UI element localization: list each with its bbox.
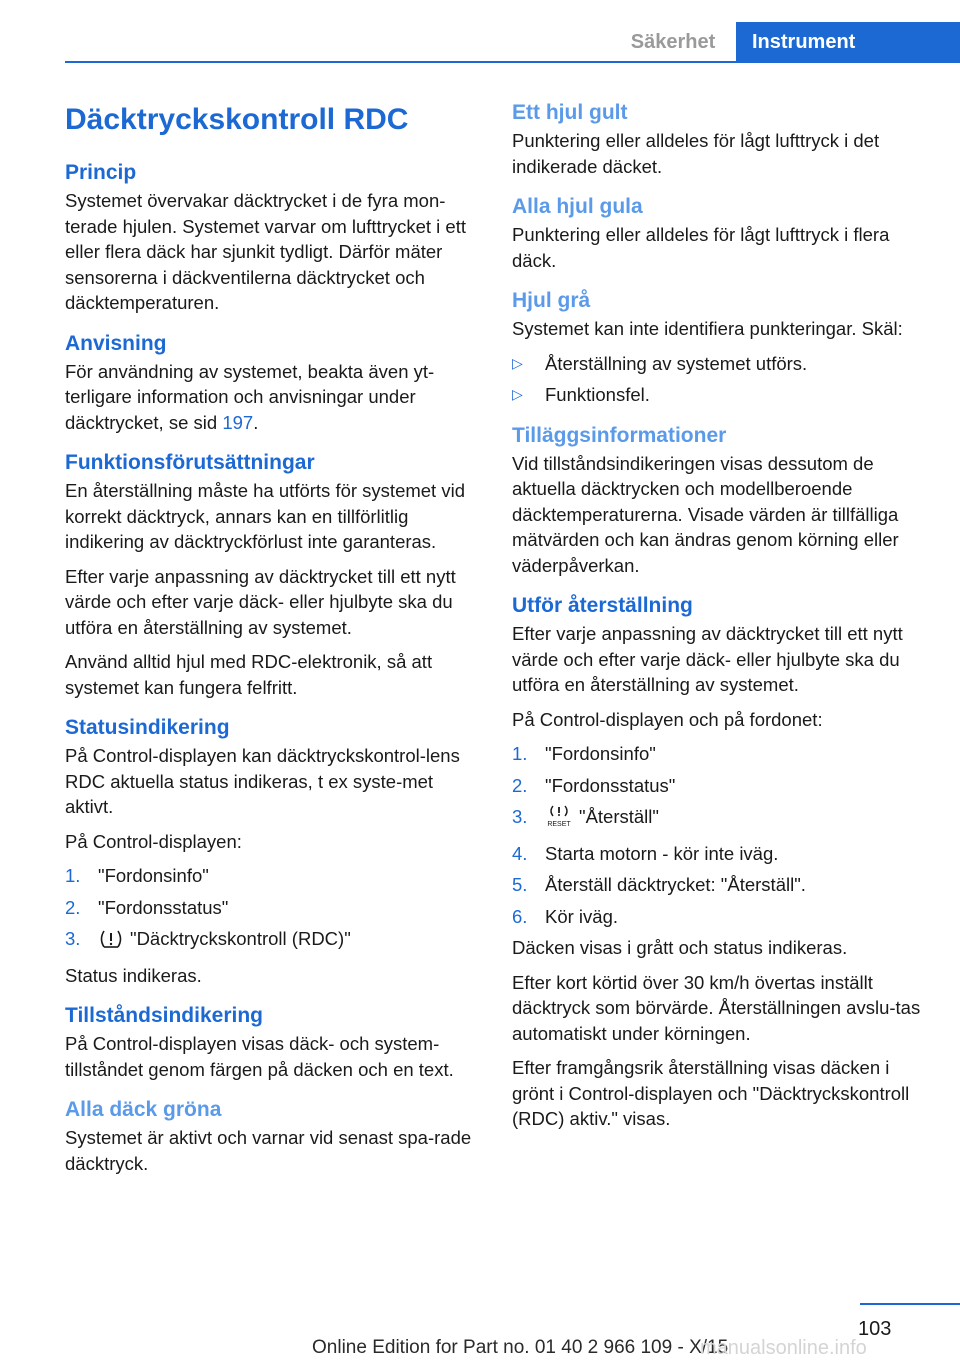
gray-reasons — [512, 351, 927, 408]
right-column — [512, 98, 927, 1145]
section-additional — [512, 421, 927, 579]
list-item — [512, 351, 927, 377]
tire-reset-icon — [545, 804, 573, 835]
text-condition: På Control-displayen visas däck- och system-tillståndet genom färgen på däcken och en text. — [65, 1033, 454, 1080]
text-requirements-3: Använd alltid hjul med RDC-elektronik, så att systemet kan fungera felfritt. — [65, 651, 433, 698]
section-principle — [65, 158, 485, 316]
section-note — [65, 329, 485, 436]
item-text: Funktionsfel. — [545, 384, 650, 405]
list-item — [512, 841, 927, 867]
list-item — [512, 741, 927, 767]
edition-line: Online Edition for Part no. 01 40 2 966 109 - X/15 — [312, 1337, 729, 1358]
text-requirements-2: Efter varje anpassning av däcktrycket till ett nytt värde och efter varje däck- eller hjulbyte ska du utföra en återställning av systemet. — [65, 565, 456, 638]
text-note — [65, 359, 485, 436]
list-item — [512, 773, 927, 799]
heading-note: Anvisning — [65, 331, 167, 355]
heading-principle: Princip — [65, 161, 137, 184]
step-number: 3. — [65, 928, 81, 949]
step-text: "Fordonsinfo" — [98, 865, 209, 886]
list-item — [512, 382, 927, 408]
page-reference-link[interactable]: 197 — [222, 411, 254, 433]
step-text: "Fordonsstatus" — [98, 896, 229, 918]
text-reset-5: Efter framgångsrik återställning visas däcken i grönt i Control-displayen och "Däcktryckskontroll (RDC) aktiv." visas. — [512, 1057, 910, 1129]
page-title: Däcktryckskontroll RDC — [65, 103, 409, 136]
bullet-triangle-icon: ▷ — [512, 354, 523, 371]
list-item — [65, 895, 485, 921]
text-requirements-1: En återställning måste ha utförts för systemet vid korrekt däcktryck, annars kan en tillförlitlig indikering av däcktryckförlust inte garanteras. — [65, 480, 465, 552]
heading-additional: Tilläggsinformationer — [512, 423, 727, 447]
watermark: manualsonline.info — [700, 1337, 867, 1359]
tire-pressure-warning-icon — [98, 928, 124, 957]
bullet-triangle-icon: ▷ — [512, 386, 523, 402]
step-text: "Återställ" — [579, 806, 659, 827]
text-status-2: På Control-displayen: — [65, 830, 242, 852]
list-item — [512, 804, 927, 835]
text-all-yellow: Punktering eller alldeles för lågt lufttryck i flera däck. — [512, 224, 890, 271]
section-one-yellow — [512, 98, 927, 179]
text-additional: Vid tillståndsindikeringen visas dessutom de aktuella däcktrycken och modellberoende däcktemperaturerna. Visade värden är tillfälliga mätvärden och kan ändras genom körning eller väderpåverkan. — [512, 452, 899, 576]
list-item — [65, 863, 485, 889]
step-number: 3. — [512, 806, 528, 827]
text-gray: Systemet kan inte identifiera punkteringar. Skäl: — [512, 318, 903, 339]
header-tab-safety: Säkerhet — [630, 30, 716, 53]
heading-gray: Hjul grå — [512, 289, 591, 312]
note-text-after: . — [253, 411, 259, 433]
header-divider — [65, 61, 960, 63]
header-tab-instrument: Instrument — [736, 22, 960, 62]
text-reset-3: Däcken visas i grått och status indikeras. — [512, 937, 848, 958]
step-number: 1. — [65, 865, 81, 886]
text-status-1: På Control-displayen kan däcktryckskontrol-lens RDC aktuella status indikeras, t ex syste-met aktivt. — [65, 745, 460, 817]
heading-status: Statusindikering — [65, 716, 230, 739]
footer-divider — [860, 1303, 960, 1305]
step-number: 5. — [512, 874, 528, 895]
page-number: 103 — [858, 1318, 892, 1340]
heading-one-yellow: Ett hjul gult — [512, 101, 628, 124]
section-condition — [65, 1001, 485, 1082]
step-text: Kör iväg. — [545, 905, 619, 927]
text-principle: Systemet övervakar däcktrycket i de fyra mon-terade hjulen. Systemet varvar om lufttrycket i ett eller flera däck har sjunkit tydligt. Därför mäter sensorerna i däckventilerna däcktrycket och däcktemperaturen. — [65, 190, 466, 313]
list-item — [65, 926, 485, 957]
heading-condition: Tillståndsindikering — [65, 1004, 263, 1027]
heading-all-yellow: Alla hjul gula — [512, 195, 643, 218]
heading-requirements: Funktionsförutsättningar — [65, 451, 315, 474]
text-reset-1: Efter varje anpassning av däcktrycket till ett nytt värde och efter varje däck- eller hjulbyte ska du utföra en återställning av systemet. — [512, 623, 903, 695]
step-text: "Däcktryckskontroll (RDC)" — [130, 928, 351, 949]
left-column — [65, 98, 485, 1189]
step-text: "Fordonsinfo" — [545, 743, 656, 764]
heading-reset: Utför återställning — [512, 594, 693, 617]
section-all-green — [65, 1095, 485, 1176]
section-all-yellow — [512, 192, 927, 273]
section-reset — [512, 591, 927, 1132]
section-requirements — [65, 448, 485, 700]
text-one-yellow: Punktering eller alldeles för lågt lufttryck i det indikerade däcket. — [512, 130, 880, 177]
step-number: 2. — [65, 896, 81, 918]
list-item — [512, 904, 927, 930]
step-number: 2. — [512, 774, 528, 796]
step-number: 6. — [512, 905, 528, 927]
step-text: Återställ däcktrycket: "Återställ". — [545, 874, 806, 895]
section-gray — [512, 286, 927, 408]
step-number: 4. — [512, 842, 528, 864]
text-all-green: Systemet är aktivt och varnar vid senast spa-rade däcktryck. — [65, 1127, 472, 1174]
page-header — [0, 0, 960, 63]
step-text: Starta motorn - kör inte iväg. — [545, 842, 779, 864]
text-reset-2: På Control-displayen och på fordonet: — [512, 708, 823, 730]
list-item — [512, 872, 927, 898]
step-number: 1. — [512, 743, 528, 764]
note-text-before: För användning av systemet, beakta även yt-terligare information och anvisningar under däcktrycket, se sid — [65, 360, 435, 433]
text-status-3: Status indikeras. — [65, 964, 202, 986]
section-status — [65, 713, 485, 988]
status-steps — [65, 863, 485, 957]
reset-steps — [512, 741, 927, 929]
step-text: "Fordonsstatus" — [545, 774, 676, 796]
heading-all-green: Alla däck gröna — [65, 1098, 222, 1121]
reset-icon-label: RESET — [547, 821, 571, 828]
item-text: Återställning av systemet utförs. — [545, 352, 808, 374]
text-reset-4: Efter kort körtid över 30 km/h övertas inställt däcktryck som börvärde. Återställningen avslu-tas automatiskt under körningen. — [512, 971, 921, 1044]
